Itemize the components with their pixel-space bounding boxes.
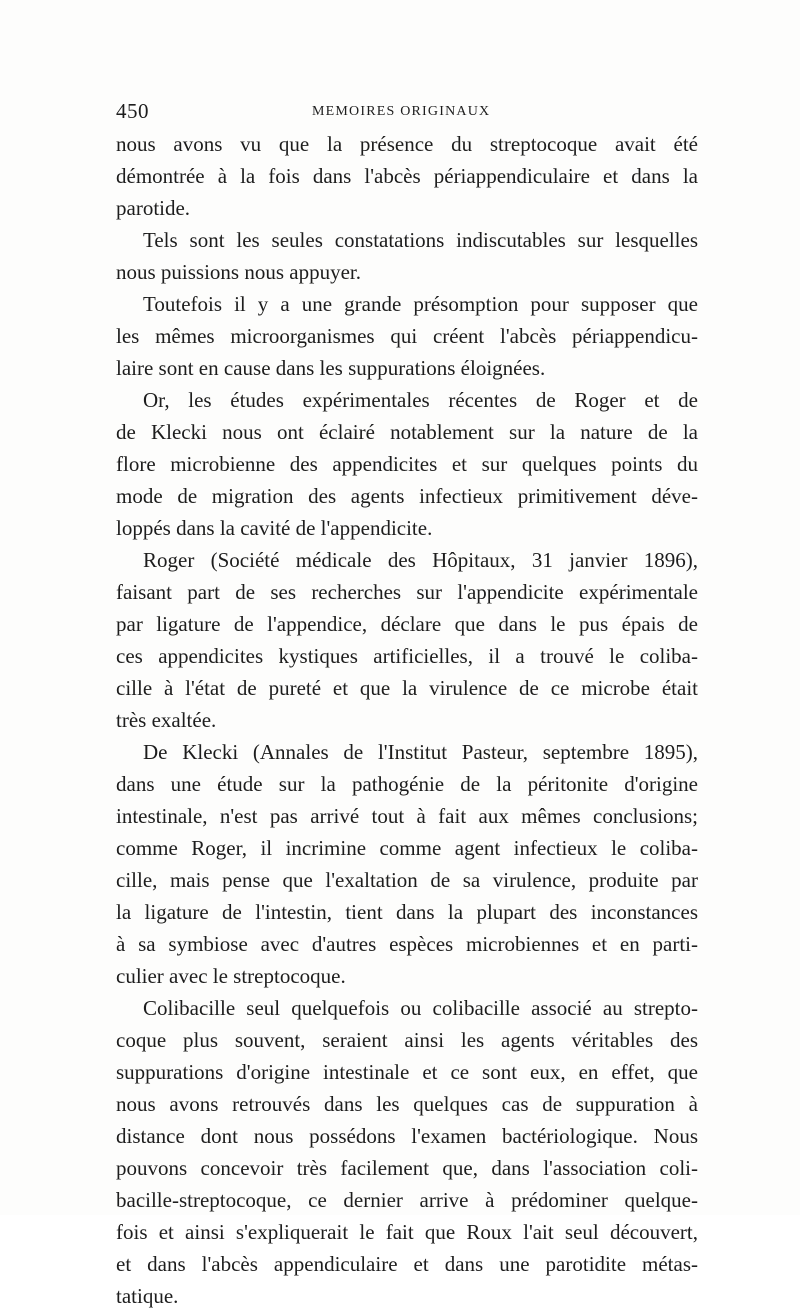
text-line: tatique. xyxy=(116,1284,179,1308)
text-line: Or, les études expérimentales récentes de Roger et de xyxy=(143,388,698,412)
text-line: suppurations d'origine intestinale et ce sont eux, en effet, que xyxy=(116,1060,698,1084)
text-line: coque plus souvent, seraient ainsi les agents véritables des xyxy=(116,1028,698,1052)
text-line: et dans l'abcès appendiculaire et dans une parotidite métas- xyxy=(116,1252,698,1276)
text-line: très exaltée. xyxy=(116,708,217,732)
text-line: fois et ainsi s'expliquerait le fait que Roux l'ait seul découvert, xyxy=(116,1220,698,1244)
text-line: nous puissions nous appuyer. xyxy=(116,260,362,284)
text-line: De Klecki (Annales de l'Institut Pasteur, septembre 1895), xyxy=(143,740,698,764)
paragraph xyxy=(116,544,698,736)
text-line: laire sont en cause dans les suppurations éloignées. xyxy=(116,356,546,380)
text-line: la ligature de l'intestin, tient dans la plupart des inconstances xyxy=(116,900,698,924)
text-line: Tels sont les seules constatations indiscutables sur lesquelles xyxy=(143,228,698,252)
text-line: comme Roger, il incrimine comme agent infectieux le coliba- xyxy=(116,836,698,860)
text-line: à sa symbiose avec d'autres espèces microbiennes et en parti- xyxy=(116,932,698,956)
text-line: démontrée à la fois dans l'abcès périappendiculaire et dans la xyxy=(116,164,698,188)
text-line: ces appendicites kystiques artificielles, il a trouvé le coliba- xyxy=(116,644,698,668)
text-line: nous avons vu que la présence du streptocoque avait été xyxy=(116,132,698,156)
paragraph xyxy=(116,992,698,1312)
page-header xyxy=(116,99,698,123)
paragraph xyxy=(116,224,698,288)
text-line: nous avons retrouvés dans les quelques cas de suppuration à xyxy=(116,1092,698,1116)
text-line: cille à l'état de pureté et que la virulence de ce microbe était xyxy=(116,676,698,700)
text-line: intestinale, n'est pas arrivé tout à fait aux mêmes conclusions; xyxy=(116,804,698,828)
text-line: faisant part de ses recherches sur l'appendicite expérimentale xyxy=(116,580,698,604)
text-line: loppés dans la cavité de l'appendicite. xyxy=(116,516,433,540)
text-line: Roger (Société médicale des Hôpitaux, 31 janvier 1896), xyxy=(143,548,698,572)
running-head: MEMOIRES ORIGINAUX xyxy=(312,104,491,119)
text-line: Colibacille seul quelquefois ou colibacille associé au strepto- xyxy=(143,996,698,1020)
paragraph xyxy=(116,128,698,224)
text-line: culier avec le streptocoque. xyxy=(116,964,346,988)
text-line: bacille-streptocoque, ce dernier arrive à prédominer quelque- xyxy=(116,1188,698,1212)
text-line: distance dont nous possédons l'examen bactériologique. Nous xyxy=(116,1124,698,1148)
text-line: parotide. xyxy=(116,196,191,220)
text-line: les mêmes microorganismes qui créent l'abcès périappendicu- xyxy=(116,324,698,348)
text-line: flore microbienne des appendicites et sur quelques points du xyxy=(116,452,698,476)
text-line: par ligature de l'appendice, déclare que dans le pus épais de xyxy=(116,612,698,636)
body-text xyxy=(116,128,698,1312)
text-line: pouvons concevoir très facilement que, dans l'association coli- xyxy=(116,1156,698,1180)
paragraph xyxy=(116,736,698,992)
text-line: de Klecki nous ont éclairé notablement sur la nature de la xyxy=(116,420,698,444)
page-number: 450 xyxy=(116,99,149,123)
text-line: Toutefois il y a une grande présomption pour supposer que xyxy=(143,292,698,316)
text-line: dans une étude sur la pathogénie de la péritonite d'origine xyxy=(116,772,698,796)
text-line: cille, mais pense que l'exaltation de sa virulence, produite par xyxy=(116,868,698,892)
text-line: mode de migration des agents infectieux primitivement déve- xyxy=(116,484,698,508)
paragraph xyxy=(116,288,698,384)
paragraph xyxy=(116,384,698,544)
